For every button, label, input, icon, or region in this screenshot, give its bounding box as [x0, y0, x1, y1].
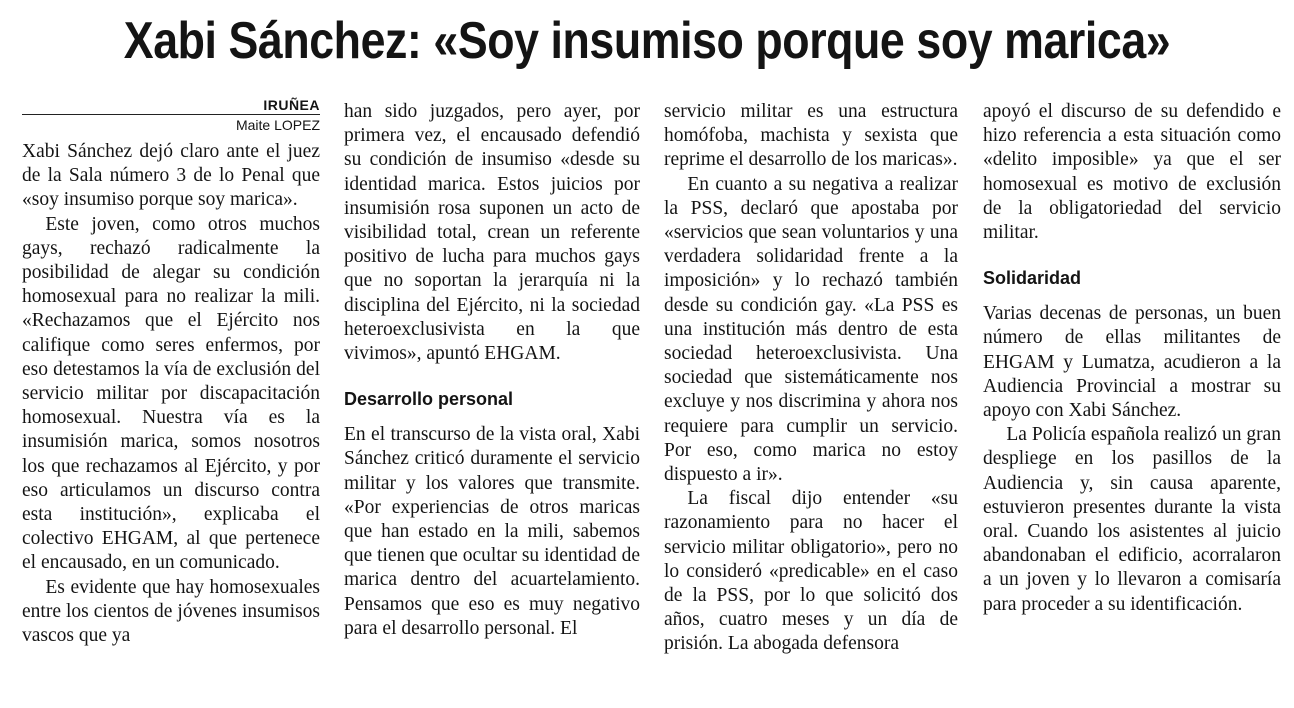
paragraph: Este joven, como otros muchos gays, rechazó radicalmente la posibilidad de alegar su condición homosexual para no realizar la mili. «Rechazamos que el Ejército nos califique como seres enfermos, por eso detestamos la vía de exclusión del servicio militar por discapacitación homosexual. Nuestra vía es la insumisión marica, somos nosotros los que rechazamos al Ejército, y por eso articulamos un discurso contra esta institución», explicaba el colectivo EHGAM, al que pertenece el encausado, en un comunicado. [22, 213, 320, 574]
column-1 [22, 96, 320, 696]
dateline-place: IRUÑEA [263, 97, 320, 113]
paragraph: En el transcurso de la vista oral, Xabi Sánchez criticó duramente el servicio militar y los valores que transmite. «Por experiencias de otros maricas que han estado en la mili, sabemos que tienen que ocultar su identidad de marica dentro del acuartelamiento. Pensamos que eso es muy negativo para el desarrollo personal. El [344, 424, 640, 639]
byline-rule [22, 114, 320, 115]
paragraph: Es evidente que hay homosexuales entre los cientos de jóvenes insumisos vascos que ya [22, 576, 320, 647]
paragraph: apoyó el discurso de su defendido e hizo referencia a esta situación como «delito imposible» ya que el ser homosexual es motivo de exclusión de la obligatoriedad del servicio militar. [983, 101, 1281, 244]
subheading-desarrollo: Desarrollo personal [344, 389, 514, 410]
paragraph: La fiscal dijo entender «su razonamiento para no hacer el servicio militar obligatorio», pero no lo consideró «predicable» en el caso de la PSS, por lo que solicitó dos años, cuatro meses y un día de prisión. La abogada defensora [664, 488, 958, 655]
headline: Xabi Sánchez: «Soy insumiso porque soy marica» [123, 12, 1171, 70]
author-name: Maite LOPEZ [235, 117, 320, 133]
paragraph: Varias decenas de personas, un buen número de ellas militantes de EHGAM y Lumatza, acudieron a la Audiencia Provincial a mostrar su apoyo con Xabi Sánchez. [983, 303, 1281, 422]
subheading-solidaridad: Solidaridad [983, 268, 1082, 289]
paragraph: Xabi Sánchez dejó claro ante el juez de la Sala número 3 de lo Penal que «soy insumiso porque soy marica». [22, 141, 320, 211]
column-4 [983, 100, 1281, 700]
paragraph: La Policía española realizó un gran despliege en los pasillos de la Audiencia y, sin causa aparente, estuvieron presentes durante la vista oral. Cuando los asistentes al juicio abandonaban el edificio, acorralaron a un joven y lo llevaron a comisaría para proceder a su identificación. [983, 424, 1281, 615]
column-2 [344, 100, 640, 700]
column-3 [664, 100, 958, 700]
paragraph: han sido juzgados, pero ayer, por primera vez, el encausado defendió su condición de insumiso «desde su identidad marica. Estos juicios por insumisión rosa suponen un acto de visibilidad total, crean un referente positivo de lucha para muchos gays que no soportan la jerarquía ni la disciplina del Ejército, ni la sociedad heteroexclusivista en la que vivimos», apuntó EHGAM. [344, 101, 640, 365]
byline [22, 96, 320, 134]
paragraph: En cuanto a su negativa a realizar la PSS, declaró que apostaba por «servicios que sean voluntarios y una verdadera solidaridad frente a la imposición» y lo rechazó también desde su condición gay. «La PSS es una institución más dentro de esta sociedad heteroexclusivista. Una sociedad que sistemáticamente nos excluye y nos discrimina y ahora nos requiere para cumplir un servicio. Por eso, como marica no estoy dispuesto a ir». [664, 173, 958, 486]
paragraph: servicio militar es una estructura homófoba, machista y sexista que reprime el desarrollo de los maricas». [664, 101, 958, 171]
